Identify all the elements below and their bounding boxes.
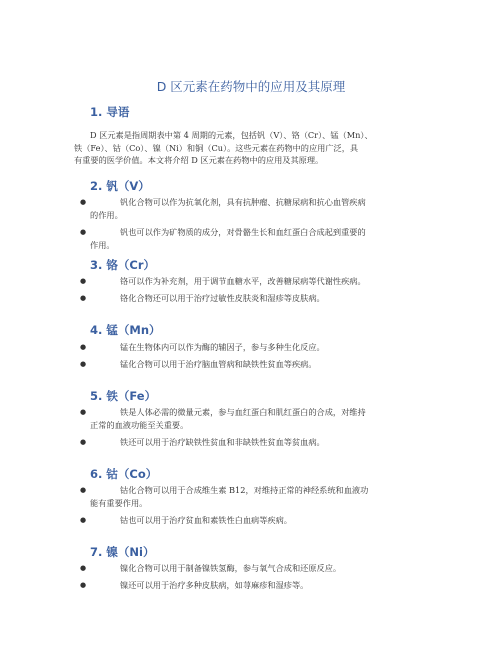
bullet-icon: ● xyxy=(80,486,87,494)
list-item xyxy=(74,514,434,527)
list-item-text: 锰在生物体内可以作为酶的辅因子，参与多种生化反应。 xyxy=(120,342,325,352)
list-item-text: 钒化合物可以作为抗氧化剂，具有抗肿瘤、抗糖尿病和抗心血管疾病 xyxy=(120,197,366,207)
bullet-icon: ● xyxy=(80,294,87,302)
section-heading-iron: 5. 铁（Fe） xyxy=(90,389,157,403)
list-item-text: 的作用。 xyxy=(90,209,123,220)
list-item-text: 钒也可以作为矿物质的成分，对骨骼生长和血红蛋白合成起到重要的 xyxy=(120,227,366,237)
list-item xyxy=(74,406,434,431)
bullet-icon: ● xyxy=(80,228,87,236)
list-item-text: 镍化合物可以用于制备镍铁氢酶，参与氧气合成和还原反应。 xyxy=(120,563,342,573)
bullet-icon: ● xyxy=(80,564,87,572)
list-item-text: 铬化合物还可以用于治疗过敏性皮肤炎和湿疹等皮肤病。 xyxy=(120,293,325,303)
bullet-icon: ● xyxy=(80,516,87,524)
list-item-text: 钴也可以用于治疗贫血和素铁性白血病等疾病。 xyxy=(120,515,292,525)
list-item xyxy=(74,484,434,509)
bullet-icon: ● xyxy=(80,343,87,351)
list-item-text: 铁是人体必需的微量元素，参与血红蛋白和肌红蛋白的合成，对维持 xyxy=(120,407,366,417)
list-item xyxy=(74,562,434,575)
section-heading-intro: 1. 导语 xyxy=(90,105,130,119)
bullet-icon: ● xyxy=(80,438,87,446)
intro-paragraph xyxy=(74,129,436,167)
document-title: D 区元素在药物中的应用及其原理 xyxy=(156,79,346,94)
bullet-icon: ● xyxy=(80,360,87,368)
section-heading-chromium: 3. 铬（Cr） xyxy=(90,258,155,272)
bullet-icon: ● xyxy=(80,198,87,206)
list-item xyxy=(74,341,434,354)
list-item xyxy=(74,226,434,251)
section-heading-cobalt: 6. 钴（Co） xyxy=(90,467,158,481)
section-heading-vanadium: 2. 钒（V） xyxy=(90,179,150,193)
list-item-text: 作用。 xyxy=(90,239,115,250)
list-item xyxy=(74,196,434,221)
bullet-icon: ● xyxy=(80,581,87,589)
intro-line: 铁（Fe）、钴（Co）、镍（Ni）和铜（Cu）。这些元素在药物中的应用广泛，具 xyxy=(74,142,359,153)
list-item-text: 锰化合物可以用于治疗脑血管病和缺铁性贫血等疾病。 xyxy=(120,359,317,369)
list-item xyxy=(74,579,434,592)
list-item xyxy=(74,358,434,371)
list-item xyxy=(74,275,434,288)
list-item-text: 能有重要作用。 xyxy=(90,497,148,508)
list-item xyxy=(74,436,434,449)
list-item-text: 镍还可以用于治疗多种皮肤病，如荨麻疹和湿疹等。 xyxy=(120,580,309,590)
section-heading-manganese: 4. 锰（Mn） xyxy=(90,323,161,337)
list-item-text: 铬可以作为补充剂，用于调节血糖水平，改善糖尿病等代谢性疾病。 xyxy=(120,276,366,286)
bullet-icon: ● xyxy=(80,408,87,416)
list-item xyxy=(74,292,434,305)
list-item-text: 正常的血液功能至关重要。 xyxy=(90,419,189,430)
bullet-icon: ● xyxy=(80,277,87,285)
section-heading-nickel: 7. 镍（Ni） xyxy=(90,545,155,559)
list-item-text: 铁还可以用于治疗缺铁性贫血和非缺铁性贫血等贫血病。 xyxy=(120,437,325,447)
list-item-text: 钴化合物可以用于合成维生素 B12，对维持正常的神经系统和血液功 xyxy=(120,485,369,495)
intro-line: D 区元素是指周期表中第 4 周期的元素，包括钒（V）、铬（Cr）、锰（Mn）、 xyxy=(90,130,373,140)
intro-line: 有重要的医学价值。本文将介绍 D 区元素在药物中的应用及其原理。 xyxy=(74,155,324,165)
